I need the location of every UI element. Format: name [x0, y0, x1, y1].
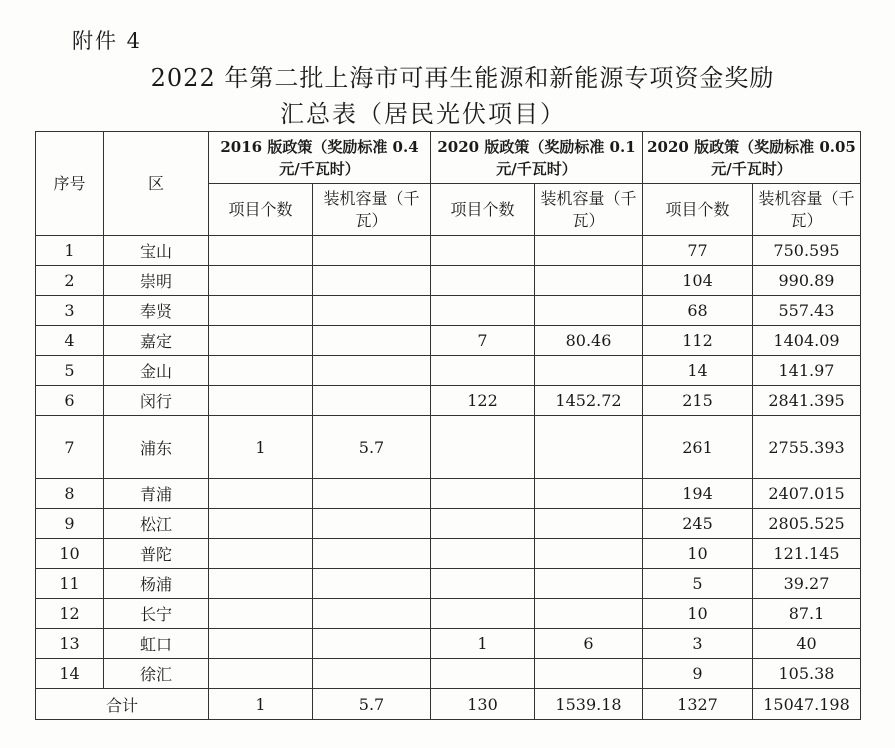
- cell-seq: 9: [36, 509, 104, 539]
- cell-capacity-2016: [313, 659, 431, 689]
- cell-count-2020a: [431, 416, 535, 479]
- document-title-line1: 2022 年第二批上海市可再生能源和新能源专项资金奖励: [150, 64, 775, 92]
- cell-capacity-2020a: 1452.72: [535, 386, 643, 416]
- cell-district: 青浦: [104, 479, 209, 509]
- cell-capacity-2020a: [535, 296, 643, 326]
- cell-count-2016: [209, 539, 313, 569]
- cell-count-2020b: 3: [643, 629, 753, 659]
- table-row: [36, 386, 861, 416]
- cell-count-2020b: 112: [643, 326, 753, 356]
- cell-capacity-2016: [313, 509, 431, 539]
- document-title-line2: 汇总表（居民光伏项目）: [280, 100, 566, 128]
- cell-capacity-2020b: 39.27: [753, 569, 861, 599]
- cell-capacity-2020b: 2805.525: [753, 509, 861, 539]
- cell-count-2016: [209, 479, 313, 509]
- cell-count-2020b: 77: [643, 236, 753, 266]
- cell-seq: 7: [36, 416, 104, 479]
- cell-count-2020b: 5: [643, 569, 753, 599]
- cell-capacity-2020a: [535, 416, 643, 479]
- cell-count-2020b: 14: [643, 356, 753, 386]
- cell-count-2020b: 10: [643, 599, 753, 629]
- cell-district: 普陀: [104, 539, 209, 569]
- cell-capacity-2016: [313, 629, 431, 659]
- cell-capacity-2016: [313, 296, 431, 326]
- cell-capacity-2020b: 750.595: [753, 236, 861, 266]
- cell-seq: 1: [36, 236, 104, 266]
- cell-seq: 8: [36, 479, 104, 509]
- cell-capacity-2020b: 121.145: [753, 539, 861, 569]
- cell-district: 奉贤: [104, 296, 209, 326]
- header-group-2020a: 2020 版政策（奖励标准 0.1 元/千瓦时）: [431, 132, 643, 184]
- cell-district: 嘉定: [104, 326, 209, 356]
- total-capacity-2016: 5.7: [313, 689, 431, 720]
- cell-count-2016: [209, 266, 313, 296]
- cell-count-2016: [209, 629, 313, 659]
- cell-capacity-2016: [313, 539, 431, 569]
- cell-count-2020a: [431, 296, 535, 326]
- header-group-2016: 2016 版政策（奖励标准 0.4 元/千瓦时）: [209, 132, 431, 184]
- cell-capacity-2016: [313, 236, 431, 266]
- cell-count-2020a: [431, 236, 535, 266]
- cell-capacity-2020b: 2755.393: [753, 416, 861, 479]
- cell-count-2020b: 10: [643, 539, 753, 569]
- cell-seq: 3: [36, 296, 104, 326]
- cell-count-2020b: 9: [643, 659, 753, 689]
- cell-district: 松江: [104, 509, 209, 539]
- cell-seq: 2: [36, 266, 104, 296]
- cell-district: 杨浦: [104, 569, 209, 599]
- total-count-2020a: 130: [431, 689, 535, 720]
- cell-capacity-2016: 5.7: [313, 416, 431, 479]
- cell-capacity-2020a: [535, 479, 643, 509]
- cell-seq: 5: [36, 356, 104, 386]
- cell-count-2016: [209, 386, 313, 416]
- cell-capacity-2016: [313, 599, 431, 629]
- cell-district: 徐汇: [104, 659, 209, 689]
- cell-count-2020a: 122: [431, 386, 535, 416]
- cell-count-2016: [209, 599, 313, 629]
- table-row: [36, 296, 861, 326]
- cell-count-2020a: [431, 569, 535, 599]
- header-capacity: 装机容量（千瓦）: [535, 184, 643, 236]
- table-row: [36, 629, 861, 659]
- cell-count-2016: [209, 509, 313, 539]
- cell-count-2016: [209, 326, 313, 356]
- cell-capacity-2020a: 6: [535, 629, 643, 659]
- total-capacity-2020b: 15047.198: [753, 689, 861, 720]
- table-row: [36, 236, 861, 266]
- table-row: [36, 266, 861, 296]
- cell-count-2020b: 261: [643, 416, 753, 479]
- table-row: [36, 659, 861, 689]
- cell-seq: 4: [36, 326, 104, 356]
- cell-count-2020a: [431, 599, 535, 629]
- cell-capacity-2020b: 87.1: [753, 599, 861, 629]
- cell-seq: 11: [36, 569, 104, 599]
- cell-count-2020a: [431, 266, 535, 296]
- table-row: [36, 509, 861, 539]
- cell-count-2020b: 194: [643, 479, 753, 509]
- cell-capacity-2020a: [535, 509, 643, 539]
- table-total-row: [36, 689, 861, 720]
- cell-district: 金山: [104, 356, 209, 386]
- cell-count-2016: [209, 236, 313, 266]
- attachment-label: 附件 4: [72, 29, 143, 53]
- header-capacity: 装机容量（千瓦）: [753, 184, 861, 236]
- cell-capacity-2020b: 990.89: [753, 266, 861, 296]
- cell-seq: 12: [36, 599, 104, 629]
- cell-capacity-2016: [313, 356, 431, 386]
- cell-capacity-2020b: 141.97: [753, 356, 861, 386]
- cell-count-2016: 1: [209, 416, 313, 479]
- cell-count-2020b: 104: [643, 266, 753, 296]
- cell-capacity-2020a: [535, 356, 643, 386]
- table-row: [36, 599, 861, 629]
- cell-capacity-2016: [313, 569, 431, 599]
- cell-district: 宝山: [104, 236, 209, 266]
- cell-count-2020a: [431, 659, 535, 689]
- cell-capacity-2020b: 2407.015: [753, 479, 861, 509]
- table-row: [36, 416, 861, 479]
- cell-district: 闵行: [104, 386, 209, 416]
- cell-capacity-2020b: 40: [753, 629, 861, 659]
- cell-district: 浦东: [104, 416, 209, 479]
- header-seq: 序号: [36, 132, 104, 236]
- cell-count-2020a: 1: [431, 629, 535, 659]
- table-row: [36, 479, 861, 509]
- table-row: [36, 569, 861, 599]
- cell-count-2016: [209, 296, 313, 326]
- cell-count-2020a: 7: [431, 326, 535, 356]
- cell-count-2020a: [431, 509, 535, 539]
- cell-capacity-2016: [313, 479, 431, 509]
- cell-count-2020a: [431, 539, 535, 569]
- total-count-2016: 1: [209, 689, 313, 720]
- cell-capacity-2020a: [535, 236, 643, 266]
- cell-seq: 10: [36, 539, 104, 569]
- header-district: 区: [104, 132, 209, 236]
- cell-capacity-2020a: 80.46: [535, 326, 643, 356]
- cell-capacity-2020a: [535, 659, 643, 689]
- cell-capacity-2020a: [535, 599, 643, 629]
- cell-capacity-2020b: 2841.395: [753, 386, 861, 416]
- cell-seq: 13: [36, 629, 104, 659]
- cell-capacity-2020b: 105.38: [753, 659, 861, 689]
- cell-count-2016: [209, 659, 313, 689]
- table-row: [36, 356, 861, 386]
- cell-count-2016: [209, 356, 313, 386]
- cell-district: 崇明: [104, 266, 209, 296]
- header-count: 项目个数: [209, 184, 313, 236]
- cell-count-2020a: [431, 479, 535, 509]
- cell-capacity-2020b: 557.43: [753, 296, 861, 326]
- cell-capacity-2020b: 1404.09: [753, 326, 861, 356]
- cell-seq: 6: [36, 386, 104, 416]
- cell-capacity-2016: [313, 266, 431, 296]
- cell-count-2020a: [431, 356, 535, 386]
- total-label: 合计: [36, 689, 209, 720]
- table-body: [36, 236, 861, 720]
- summary-table: [35, 131, 861, 720]
- cell-capacity-2016: [313, 386, 431, 416]
- cell-capacity-2016: [313, 326, 431, 356]
- cell-district: 虹口: [104, 629, 209, 659]
- table-row: [36, 326, 861, 356]
- cell-count-2016: [209, 569, 313, 599]
- header-capacity: 装机容量（千瓦）: [313, 184, 431, 236]
- header-count: 项目个数: [643, 184, 753, 236]
- header-count: 项目个数: [431, 184, 535, 236]
- cell-district: 长宁: [104, 599, 209, 629]
- total-count-2020b: 1327: [643, 689, 753, 720]
- cell-capacity-2020a: [535, 266, 643, 296]
- cell-count-2020b: 68: [643, 296, 753, 326]
- cell-seq: 14: [36, 659, 104, 689]
- header-group-2020b: 2020 版政策（奖励标准 0.05 元/千瓦时）: [643, 132, 861, 184]
- table-row: [36, 539, 861, 569]
- cell-count-2020b: 245: [643, 509, 753, 539]
- total-capacity-2020a: 1539.18: [535, 689, 643, 720]
- cell-count-2020b: 215: [643, 386, 753, 416]
- cell-capacity-2020a: [535, 569, 643, 599]
- cell-capacity-2020a: [535, 539, 643, 569]
